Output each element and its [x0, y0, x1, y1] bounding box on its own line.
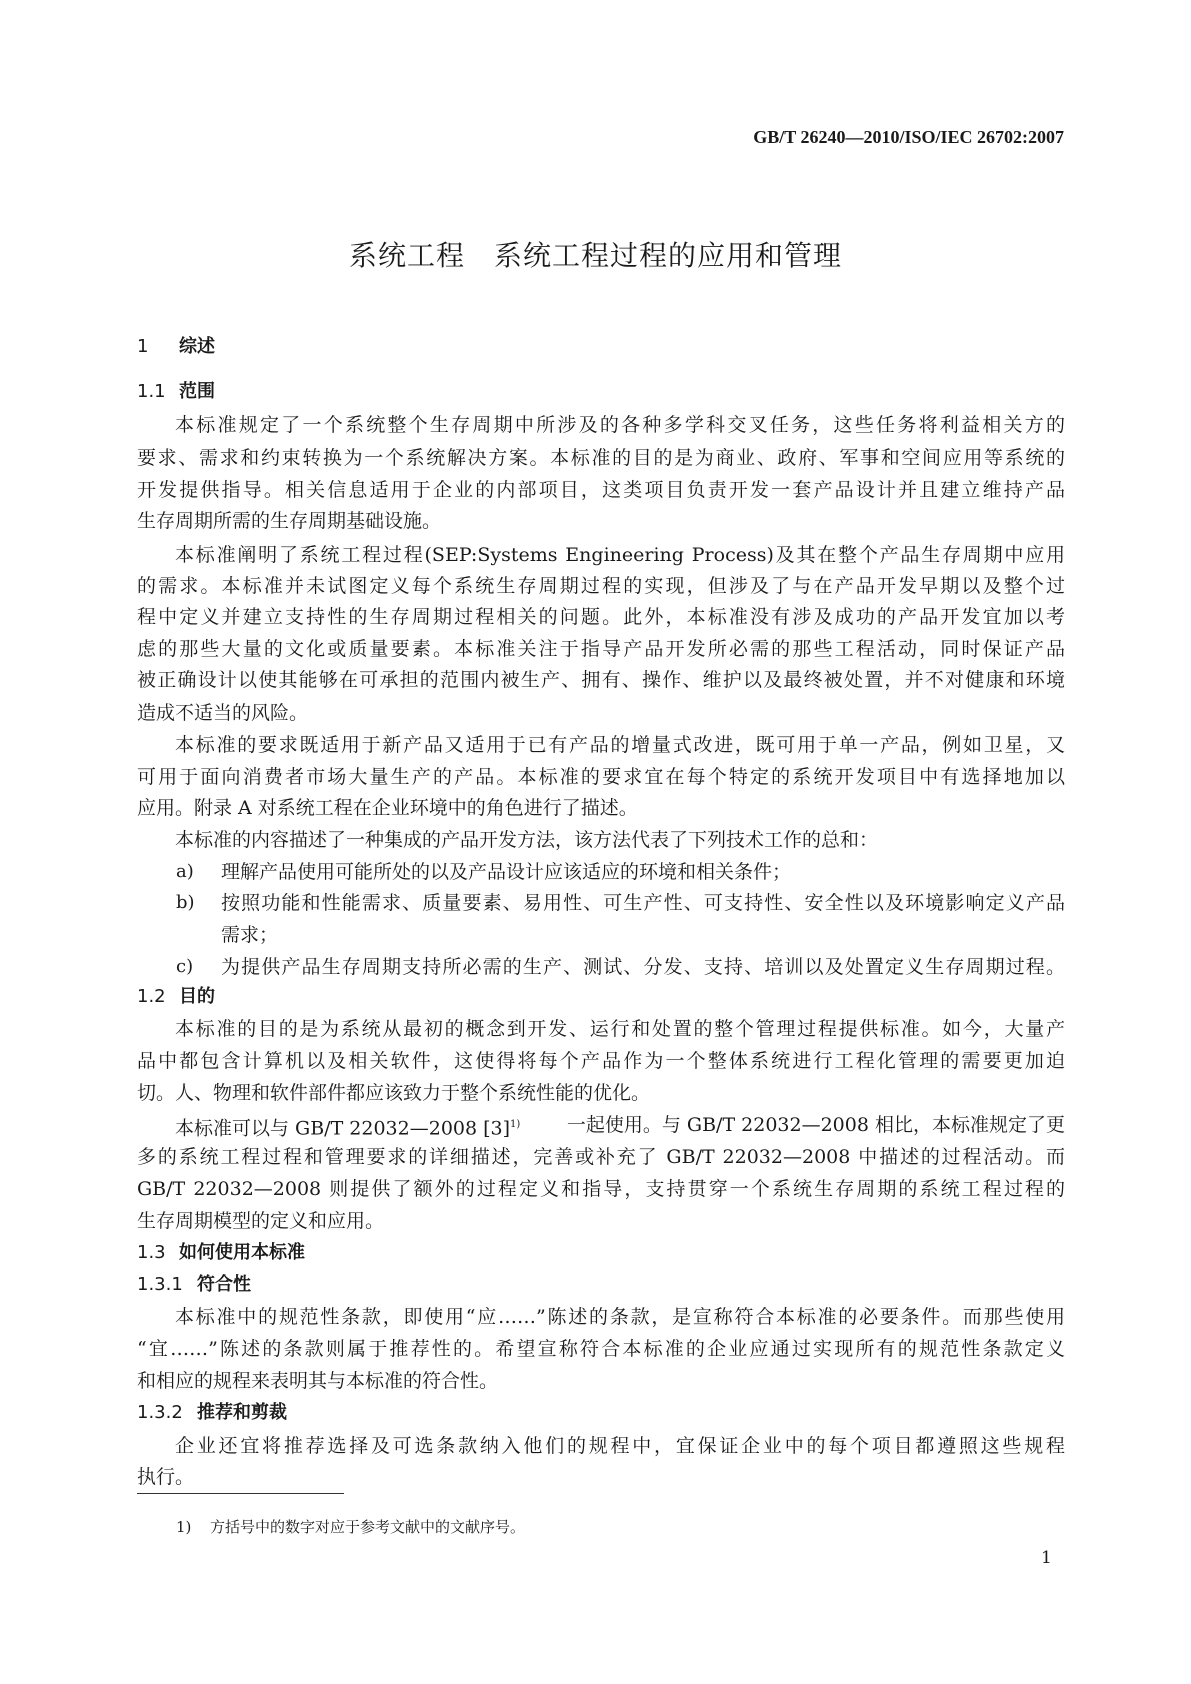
- paragraph-line: 和相应的规程来表明其与本标准的符合性。: [137, 1370, 499, 1392]
- paragraph-line: 切。人、物理和软件部件都应该致力于整个系统性能的优化。: [137, 1082, 651, 1104]
- paragraph-line: 开发提供指导。相关信息适用于企业的内部项目，这类项目负责开发一套产品设计并且建立维持产品: [137, 479, 1065, 501]
- paragraph-line: 要求、需求和约束转换为一个系统解决方案。本标准的目的是为商业、政府、军事和空间应用等系统的: [137, 447, 1065, 469]
- paragraph-line: 的需求。本标准并未试图定义每个系统生存周期过程的实现，但涉及了与在产品开发早期以及整个过: [137, 575, 1065, 597]
- paragraph-line: 本标准的目的是为系统从最初的概念到开发、运行和处置的整个管理过程提供标准。如今，大量产: [175, 1018, 1065, 1040]
- paragraph-line: GB/T 22032—2008 则提供了额外的过程定义和指导，支持贯穿一个系统生存周期的系统工程过程的: [137, 1178, 1065, 1200]
- page-number: 1: [1041, 1548, 1052, 1568]
- paragraph-line: 本标准中的规范性条款，即使用“应……”陈述的条款，是宣称符合本标准的必要条件。而那些使用: [175, 1306, 1065, 1328]
- section-title: 目的: [179, 986, 215, 1007]
- section-title: 综述: [179, 336, 215, 357]
- section-heading-1: [137, 335, 1065, 359]
- paragraph-line: 企业还宜将推荐选择及可选条款纳入他们的规程中，宜保证企业中的每个项目都遵照这些规程: [175, 1435, 1065, 1457]
- list-item: 为提供产品生存周期支持所必需的生产、测试、分发、支持、培训以及处置定义生存周期过程。: [221, 956, 1065, 978]
- section-number: 1.1: [137, 381, 166, 402]
- list-item: 按照功能和性能需求、质量要素、易用性、可生产性、可支持性、安全性以及环境影响定义产品: [221, 892, 1065, 914]
- section-title: 推荐和剪裁: [197, 1402, 287, 1423]
- text-run: [175, 1113, 521, 1140]
- paragraph-line: 品中都包含计算机以及相关软件，这使得将每个产品作为一个整体系统进行工程化管理的需要更加迫: [137, 1050, 1065, 1072]
- paragraph-line: 虑的那些大量的文化或质量要素。本标准关注于指导产品开发所必需的那些工程活动，同时保证产品: [137, 638, 1065, 660]
- paragraph-line: 生存周期所需的生存周期基础设施。: [137, 510, 442, 532]
- section-number: 1.3.2: [137, 1402, 183, 1423]
- section-heading-1-1: [137, 380, 1065, 404]
- section-title: 符合性: [197, 1274, 251, 1295]
- document-title: 系统工程 系统工程过程的应用和管理: [348, 239, 842, 272]
- paragraph-line: 多的系统工程过程和管理要求的详细描述，完善或补充了 GB/T 22032—2008 中描述的过程活动。而: [137, 1146, 1065, 1168]
- paragraph-line: 被正确设计以使其能够在可承担的范围内被生产、拥有、操作、维护以及最终被处置，并不对健康和环境: [137, 669, 1065, 691]
- footnote-text: 方括号中的数字对应于参考文献中的文献序号。: [210, 1518, 526, 1536]
- list-item: 理解产品使用可能所处的以及产品设计应该适应的环境和相关条件；: [221, 861, 792, 883]
- paragraph-line: [175, 1113, 1065, 1140]
- paragraph-line: 可用于面向消费者市场大量生产的产品。本标准的要求宜在每个特定的系统开发项目中有选择地加以: [137, 766, 1065, 788]
- list-label: b): [176, 892, 195, 913]
- footnote-number: 1): [176, 1518, 192, 1536]
- section-title: 如何使用本标准: [179, 1242, 305, 1263]
- footnote: [176, 1516, 525, 1538]
- paragraph-line: 执行。: [137, 1466, 195, 1488]
- paragraph-line: 本标准的要求既适用于新产品又适用于已有产品的增量式改进，既可用于单一产品，例如卫星，又: [175, 734, 1065, 756]
- paragraph-line: 生存周期模型的定义和应用。: [137, 1210, 385, 1232]
- list-label: c): [176, 956, 194, 977]
- paragraph-line: 造成不适当的风险。: [137, 702, 309, 724]
- paragraph-line: 本标准规定了一个系统整个生存周期中所涉及的各种多学科交叉任务，这些任务将利益相关方的: [175, 414, 1065, 436]
- footnote-separator: [137, 1493, 344, 1494]
- section-heading-1-3-2: [137, 1401, 1065, 1425]
- text-run: 本标准可以与 GB/T 22032—2008 [3]: [175, 1117, 511, 1140]
- paragraph-line: “宜……”陈述的条款则属于推荐性的。希望宣称符合本标准的企业应通过实现所有的规范性条款定义: [137, 1338, 1065, 1360]
- list-item: 需求；: [221, 924, 279, 946]
- paragraph-line: 本标准阐明了系统工程过程(SEP:Systems Engineering Process)及其在整个产品生存周期中应用: [175, 544, 1065, 566]
- section-heading-1-3: [137, 1241, 1065, 1265]
- list-label: a): [176, 861, 194, 882]
- section-heading-1-2: [137, 985, 1065, 1009]
- section-number: 1.3: [137, 1242, 166, 1263]
- section-heading-1-3-1: [137, 1273, 1065, 1297]
- paragraph-line: 程中定义并建立支持性的生存周期过程相关的问题。此外，本标准没有涉及成功的产品开发宜加以考: [137, 606, 1065, 628]
- section-number: 1: [137, 336, 149, 357]
- section-number: 1.3.1: [137, 1274, 183, 1295]
- paragraph-line: 应用。附录 A 对系统工程在企业环境中的角色进行了描述。: [137, 797, 638, 819]
- text-run: 一起使用。与 GB/T 22032—2008 相比，本标准规定了更: [566, 1114, 1065, 1136]
- footnote-reference: 1): [510, 1119, 521, 1130]
- section-title: 范围: [179, 381, 215, 402]
- paragraph-line: 本标准的内容描述了一种集成的产品开发方法，该方法代表了下列技术工作的总和：: [175, 829, 879, 851]
- standard-code-header: GB/T 26240—2010/ISO/IEC 26702:2007: [753, 127, 1064, 147]
- section-number: 1.2: [137, 986, 166, 1007]
